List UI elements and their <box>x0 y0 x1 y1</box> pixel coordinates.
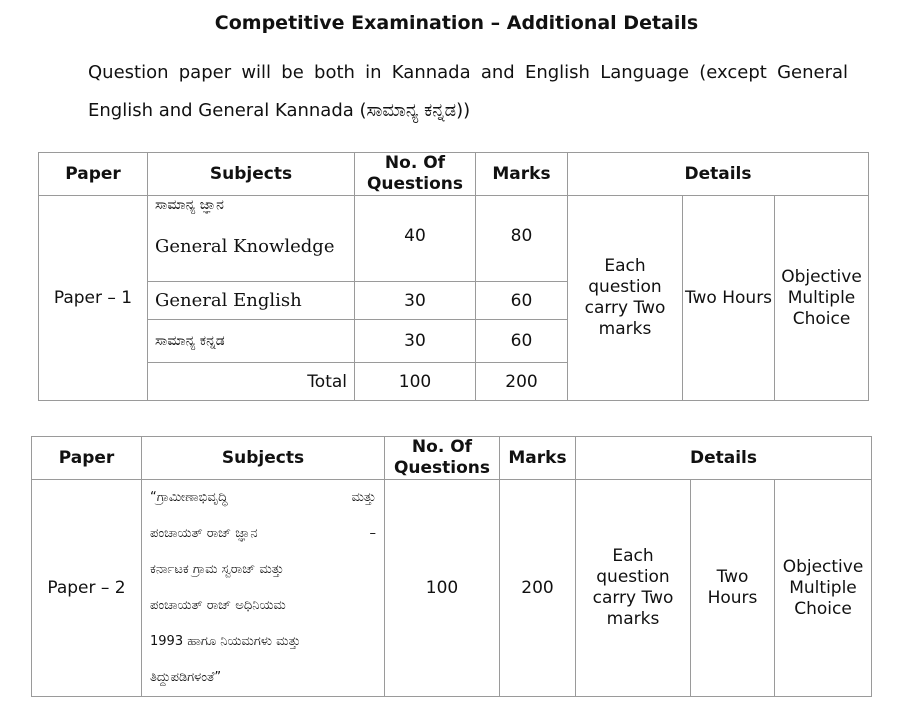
total-label: Total <box>148 363 355 401</box>
subject-line: 1993 ಹಾಗೂ ನಿಯಮಗಳು ಮತ್ತು <box>150 634 301 649</box>
header-paper: Paper <box>39 153 148 196</box>
questions-value: 30 <box>355 282 476 320</box>
header-details: Details <box>576 437 872 480</box>
header-subjects: Subjects <box>142 437 385 480</box>
questions-value: 40 <box>355 196 476 282</box>
detail-marking: Each question carry Two marks <box>568 196 683 401</box>
subject-general-knowledge <box>148 196 355 282</box>
subject-kn-label: ಸಾಮಾನ್ಯ ಜ್ಞಾನ <box>155 197 224 213</box>
subject-general-english: General English <box>148 282 355 320</box>
subject-line: ಪಂಚಾಯತ್ ರಾಜ್ ಅಧಿನಿಯಮ <box>150 598 286 613</box>
detail-duration: Two Hours <box>691 480 775 697</box>
detail-marking: Each question carry Two marks <box>576 480 691 697</box>
questions-value: 30 <box>355 320 476 363</box>
marks-value: 200 <box>500 480 576 697</box>
header-details: Details <box>568 153 869 196</box>
subject-en-label: General Knowledge <box>155 236 335 257</box>
detail-duration: Two Hours <box>683 196 775 401</box>
header-marks: Marks <box>500 437 576 480</box>
subject-line: ಕರ್ನಾಟಕ ಗ್ರಾಮ ಸ್ವರಾಜ್ ಮತ್ತು <box>150 562 284 577</box>
marks-value: 60 <box>476 320 568 363</box>
subject-line: “ಗ್ರಾಮೀಣಾಭಿವೃದ್ಧಿ ಮತ್ತು <box>150 490 376 505</box>
paper-2-label: Paper – 2 <box>32 480 142 697</box>
header-questions: No. Of Questions <box>385 437 500 480</box>
paper-2-table <box>31 436 872 697</box>
paper-1-table <box>38 152 869 401</box>
detail-type: Objective Multiple Choice <box>775 480 872 697</box>
header-marks: Marks <box>476 153 568 196</box>
header-paper: Paper <box>32 437 142 480</box>
header-subjects: Subjects <box>148 153 355 196</box>
total-marks: 200 <box>476 363 568 401</box>
questions-value: 100 <box>385 480 500 697</box>
document-title: Competitive Examination – Additional Details <box>214 12 699 34</box>
subject-line: ತಿದ್ದುಪಡಿಗಳಂತೆ” <box>150 670 222 685</box>
subject-general-kannada: ಸಾಮಾನ್ಯ ಕನ್ನಡ <box>148 320 355 363</box>
marks-value: 80 <box>476 196 568 282</box>
intro-paragraph: Question paper will be both in Kannada and English Language (except General English and General Kannada (ಸಾಮಾನ್ಯ ಕನ್ನಡ)) <box>88 62 848 121</box>
subject-rural-development <box>142 480 385 697</box>
marks-value: 60 <box>476 282 568 320</box>
header-questions: No. Of Questions <box>355 153 476 196</box>
subject-line: ಪಂಚಾಯತ್ ರಾಜ್ ಜ್ಞಾನ – <box>150 526 376 541</box>
detail-type: Objective Multiple Choice <box>775 196 869 401</box>
paper-1-label: Paper – 1 <box>39 196 148 401</box>
total-questions: 100 <box>355 363 476 401</box>
